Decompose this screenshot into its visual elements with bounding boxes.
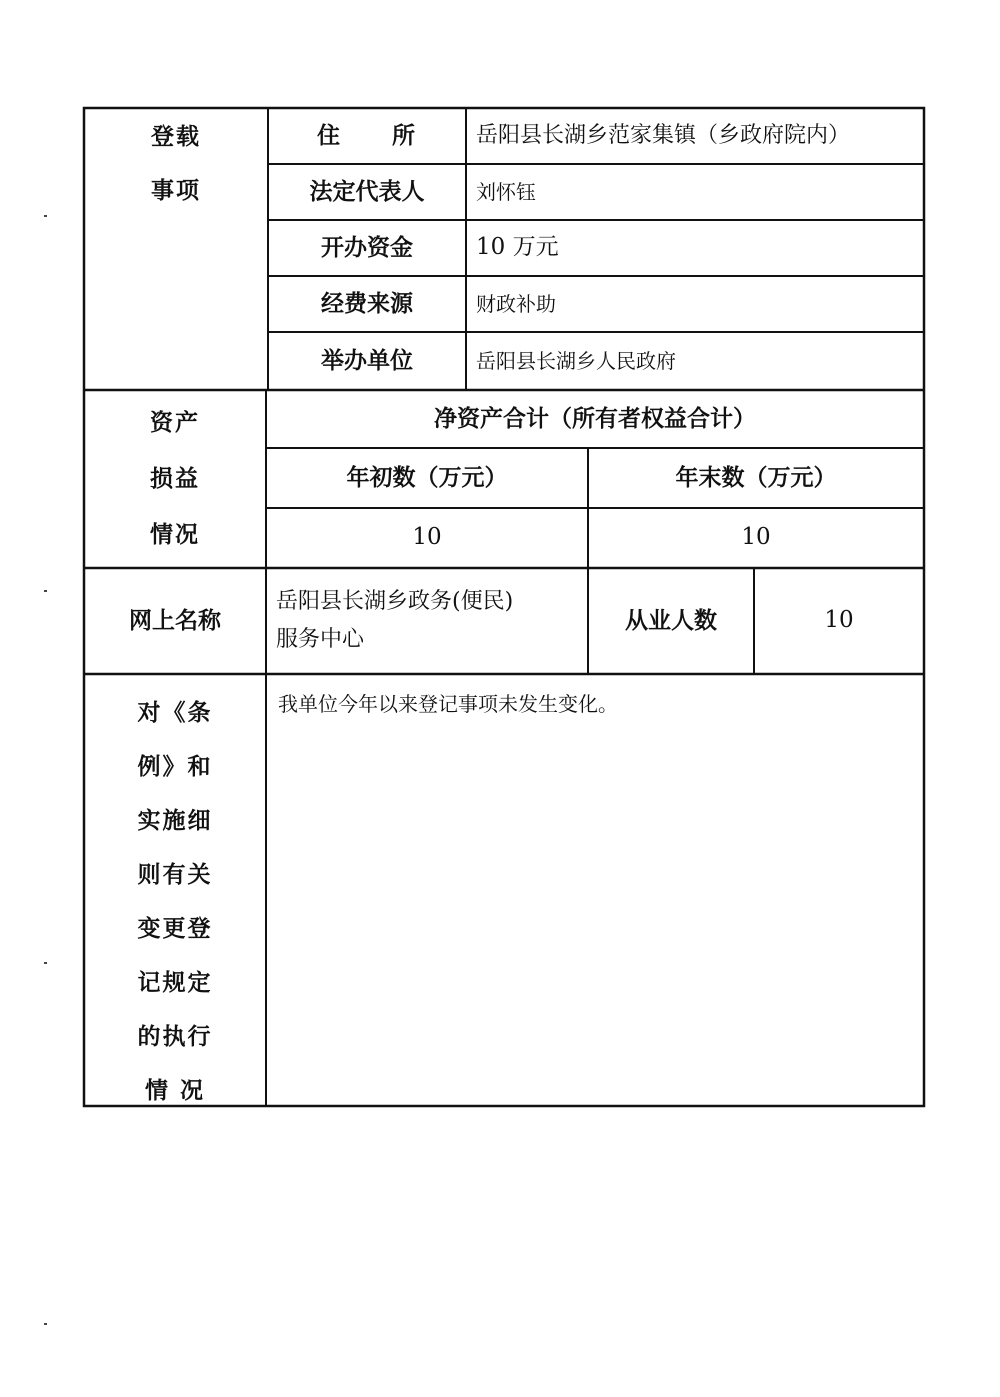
execution-label bbox=[84, 674, 266, 1106]
year-end-value: 10 bbox=[741, 524, 771, 551]
scan-speck bbox=[44, 1323, 47, 1325]
registration-label-line: 登载 bbox=[151, 123, 201, 151]
sponsor-value: 岳阳县长湖乡人民政府 bbox=[476, 349, 676, 373]
assets-label-line: 情况 bbox=[150, 520, 200, 548]
execution-label-line: 变更登 bbox=[137, 915, 213, 942]
year-end-label: 年末数（万元） bbox=[675, 464, 837, 492]
funding-label: 开办资金 bbox=[321, 234, 413, 262]
year-begin-label: 年初数（万元） bbox=[346, 464, 508, 492]
execution-label-line: 对《条 bbox=[137, 699, 213, 726]
execution-label-line: 记规定 bbox=[137, 969, 213, 996]
funding-value: 10 万元 bbox=[476, 234, 559, 261]
assets-label-line: 损益 bbox=[150, 465, 200, 493]
scan-speck bbox=[44, 962, 47, 964]
execution-text: 我单位今年以来登记事项未发生变化。 bbox=[278, 692, 618, 716]
scan-speck bbox=[44, 590, 47, 592]
sponsor-label: 举办单位 bbox=[321, 347, 413, 375]
online-name-line: 服务中心 bbox=[276, 627, 365, 652]
funding-source-value: 财政补助 bbox=[476, 292, 556, 316]
funding-source-label: 经费来源 bbox=[321, 290, 413, 318]
legal-rep-label: 法定代表人 bbox=[309, 178, 425, 206]
execution-label-line: 实施细 bbox=[137, 807, 213, 834]
net-assets-header: 净资产合计（所有者权益合计） bbox=[434, 405, 756, 433]
legal-rep-value: 刘怀钰 bbox=[476, 180, 536, 204]
registration-section-label bbox=[84, 108, 268, 220]
address-value: 岳阳县长湖乡范家集镇（乡政府院内） bbox=[476, 122, 851, 148]
year-begin-value: 10 bbox=[412, 524, 442, 551]
execution-label-line: 则有关 bbox=[137, 861, 213, 888]
online-name-label: 网上名称 bbox=[129, 607, 221, 635]
online-name-line: 岳阳县长湖乡政务(便民) bbox=[276, 588, 514, 614]
execution-label-line: 情 况 bbox=[144, 1077, 205, 1104]
registration-label-line: 事项 bbox=[151, 177, 201, 204]
execution-label-line: 例》和 bbox=[137, 753, 213, 780]
online-name-value bbox=[266, 568, 588, 674]
assets-label-line: 资产 bbox=[150, 409, 200, 437]
execution-label-line: 的执行 bbox=[137, 1023, 213, 1050]
address-label: 住 所 bbox=[317, 122, 417, 150]
staff-count-label: 从业人数 bbox=[625, 607, 717, 635]
scan-speck bbox=[44, 215, 47, 217]
staff-count-value: 10 bbox=[824, 607, 854, 634]
assets-section-label bbox=[84, 390, 266, 568]
